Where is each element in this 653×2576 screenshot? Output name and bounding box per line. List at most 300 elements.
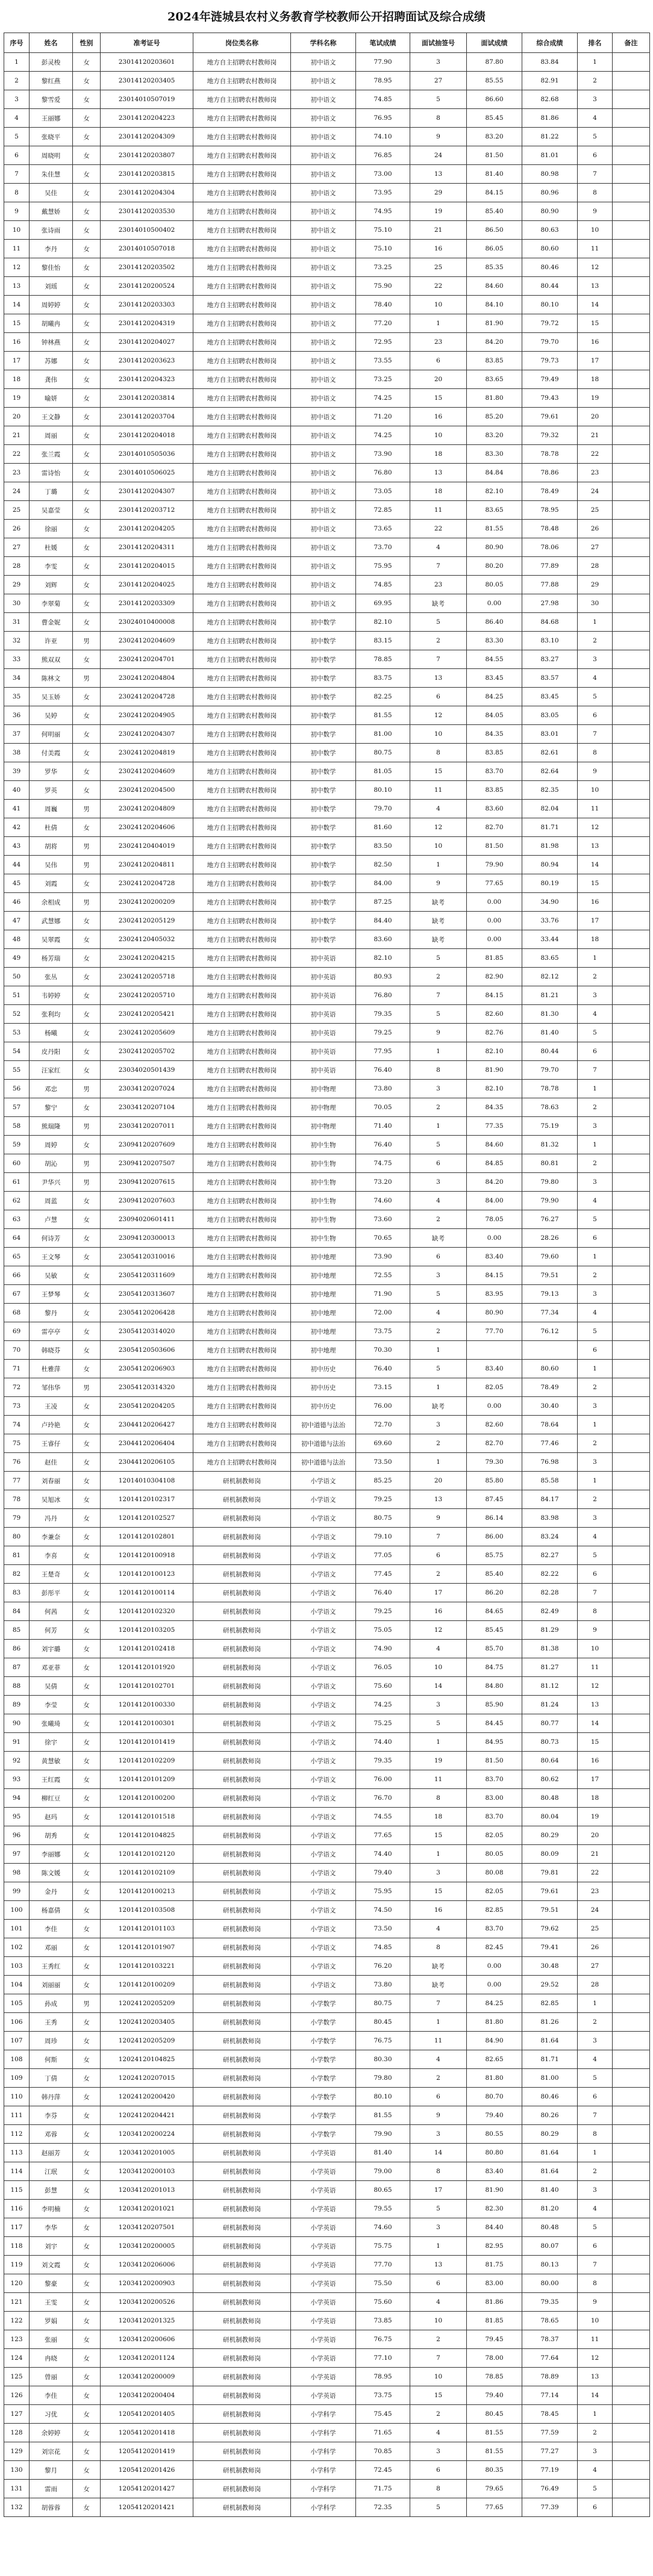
cell-rank: 13: [578, 2368, 613, 2386]
table-row: [4, 352, 650, 370]
cell-written-score: 73.25: [356, 258, 410, 277]
cell-total-score: 80.13: [522, 2256, 578, 2274]
cell-remark: [613, 2368, 650, 2386]
cell-rank: 2: [578, 1434, 613, 1453]
cell-interview-score: 82.85: [467, 1901, 522, 1920]
cell-rank: 3: [578, 1285, 613, 1304]
cell-total-score: 82.28: [522, 1584, 578, 1602]
cell-name: 黎豪: [30, 2274, 73, 2293]
cell-total-score: 80.96: [522, 184, 578, 202]
cell-seq: 63: [4, 1210, 30, 1229]
cell-ticket-no: 23024010400008: [101, 613, 193, 632]
cell-ticket-no: 23094020601411: [101, 1210, 193, 1229]
cell-subject: 初中数学: [291, 893, 356, 912]
cell-ticket-no: 12034120200903: [101, 2274, 193, 2293]
cell-subject: 初中物理: [291, 1117, 356, 1136]
cell-rank: 14: [578, 1714, 613, 1733]
cell-seq: 96: [4, 1826, 30, 1845]
cell-remark: [613, 2293, 650, 2312]
cell-remark: [613, 688, 650, 706]
cell-name: 赵佳: [30, 1453, 73, 1472]
cell-gender: 女: [73, 781, 101, 800]
cell-draw-no: 7: [410, 1994, 467, 2013]
table-row: [4, 90, 650, 109]
cell-remark: [613, 1789, 650, 1808]
cell-draw-no: 8: [410, 744, 467, 762]
cell-total-score: 80.46: [522, 2088, 578, 2106]
cell-total-score: 78.78: [522, 1080, 578, 1098]
cell-rank: 7: [578, 1584, 613, 1602]
cell-name: 周珍: [30, 2032, 73, 2050]
cell-interview-score: 0.00: [467, 1229, 522, 1248]
cell-ticket-no: 23054120311609: [101, 1266, 193, 1285]
cell-written-score: 76.40: [356, 1360, 410, 1378]
cell-name: 李丹: [30, 240, 73, 258]
cell-seq: 76: [4, 1453, 30, 1472]
cell-seq: 114: [4, 2162, 30, 2181]
table-row: [4, 1565, 650, 1584]
column-header: 学科名称: [291, 33, 356, 53]
cell-rank: 18: [578, 370, 613, 389]
cell-name: 吴婷: [30, 706, 73, 725]
cell-interview-score: 82.10: [467, 1042, 522, 1061]
cell-remark: [613, 352, 650, 370]
cell-draw-no: 3: [410, 1696, 467, 1714]
table-row: [4, 1024, 650, 1042]
cell-post-name: 研机制教师岗: [193, 2349, 291, 2368]
cell-remark: [613, 1378, 650, 1397]
cell-subject: 初中生物: [291, 1136, 356, 1154]
table-row: [4, 184, 650, 202]
cell-remark: [613, 1210, 650, 1229]
column-header: 综合成绩: [522, 33, 578, 53]
cell-rank: 21: [578, 426, 613, 445]
cell-post-name: 地方自主招聘农村教师岗: [193, 258, 291, 277]
cell-rank: 2: [578, 1266, 613, 1285]
cell-subject: 小学科学: [291, 2461, 356, 2480]
table-row: [4, 464, 650, 482]
cell-draw-no: 缺考: [410, 1397, 467, 1416]
cell-name: 曾丽: [30, 2368, 73, 2386]
cell-ticket-no: 23024120205129: [101, 912, 193, 930]
cell-total-score: 77.34: [522, 1304, 578, 1322]
table-row: [4, 1658, 650, 1677]
cell-written-score: 80.75: [356, 744, 410, 762]
cell-rank: 28: [578, 557, 613, 576]
cell-total-score: 79.90: [522, 1192, 578, 1210]
cell-gender: 女: [73, 2480, 101, 2498]
table-row: [4, 1154, 650, 1173]
table-row: [4, 1453, 650, 1472]
cell-rank: 8: [578, 184, 613, 202]
cell-rank: 9: [578, 202, 613, 221]
cell-written-score: 74.40: [356, 1733, 410, 1752]
cell-draw-no: 1: [410, 1453, 467, 1472]
cell-ticket-no: 23024120205609: [101, 1024, 193, 1042]
cell-total-score: 80.98: [522, 165, 578, 184]
cell-gender: 女: [73, 1658, 101, 1677]
cell-written-score: 71.90: [356, 1285, 410, 1304]
cell-gender: 女: [73, 2312, 101, 2330]
cell-rank: 4: [578, 1005, 613, 1024]
cell-total-score: 82.85: [522, 1994, 578, 2013]
cell-gender: 女: [73, 1061, 101, 1080]
cell-total-score: 81.27: [522, 1658, 578, 1677]
cell-rank: 3: [578, 1509, 613, 1528]
cell-seq: 50: [4, 968, 30, 986]
cell-ticket-no: 23044120206105: [101, 1453, 193, 1472]
cell-name: 韩丹萍: [30, 2088, 73, 2106]
cell-subject: 初中数学: [291, 912, 356, 930]
cell-remark: [613, 165, 650, 184]
cell-remark: [613, 1602, 650, 1621]
cell-written-score: 71.20: [356, 408, 410, 426]
cell-total-score: 81.40: [522, 2181, 578, 2200]
cell-written-score: 73.70: [356, 538, 410, 557]
cell-gender: 女: [73, 557, 101, 576]
cell-draw-no: 18: [410, 445, 467, 464]
cell-post-name: 地方自主招聘农村教师岗: [193, 818, 291, 837]
cell-remark: [613, 1640, 650, 1658]
cell-remark: [613, 650, 650, 669]
cell-draw-no: 5: [410, 1005, 467, 1024]
cell-ticket-no: 23014120204323: [101, 370, 193, 389]
cell-name: 胡曦冉: [30, 314, 73, 333]
cell-ticket-no: 23014120203303: [101, 296, 193, 314]
cell-name: 曹金妮: [30, 613, 73, 632]
cell-total-score: 80.19: [522, 874, 578, 893]
cell-interview-score: 85.90: [467, 1696, 522, 1714]
cell-seq: 97: [4, 1845, 30, 1864]
table-row: [4, 538, 650, 557]
table-row: [4, 501, 650, 520]
table-row: [4, 725, 650, 744]
cell-gender: 女: [73, 146, 101, 165]
cell-interview-score: 79.90: [467, 856, 522, 874]
cell-rank: 6: [578, 146, 613, 165]
cell-ticket-no: 23014120204304: [101, 184, 193, 202]
cell-written-score: 76.00: [356, 1397, 410, 1416]
cell-ticket-no: 12014120100123: [101, 1565, 193, 1584]
cell-ticket-no: 12014120102120: [101, 1845, 193, 1864]
cell-interview-score: 83.95: [467, 1285, 522, 1304]
cell-rank: 24: [578, 1901, 613, 1920]
cell-remark: [613, 445, 650, 464]
cell-ticket-no: 23054120206428: [101, 1304, 193, 1322]
cell-seq: 126: [4, 2386, 30, 2405]
cell-total-score: 80.63: [522, 221, 578, 240]
cell-rank: 10: [578, 781, 613, 800]
cell-total-score: 78.06: [522, 538, 578, 557]
cell-post-name: 研机制教师岗: [193, 1677, 291, 1696]
cell-subject: 初中物理: [291, 1098, 356, 1117]
cell-total-score: 80.00: [522, 2274, 578, 2293]
cell-total-score: 79.61: [522, 1882, 578, 1901]
cell-total-score: 80.64: [522, 1752, 578, 1770]
cell-rank: 21: [578, 1845, 613, 1864]
cell-draw-no: 8: [410, 1938, 467, 1957]
cell-subject: 初中语文: [291, 202, 356, 221]
cell-draw-no: 3: [410, 1864, 467, 1882]
cell-draw-no: 27: [410, 72, 467, 90]
cell-interview-score: 79.65: [467, 2480, 522, 2498]
cell-name: 刘宗花: [30, 2442, 73, 2461]
cell-subject: 初中英语: [291, 968, 356, 986]
table-row: [4, 445, 650, 464]
cell-name: 刘辉: [30, 576, 73, 594]
cell-remark: [613, 968, 650, 986]
cell-written-score: 73.90: [356, 445, 410, 464]
cell-written-score: 79.90: [356, 2125, 410, 2144]
cell-post-name: 地方自主招聘农村教师岗: [193, 837, 291, 856]
cell-remark: [613, 2106, 650, 2125]
cell-post-name: 地方自主招聘农村教师岗: [193, 202, 291, 221]
cell-draw-no: 5: [410, 1360, 467, 1378]
cell-interview-score: 84.65: [467, 1602, 522, 1621]
cell-name: 周巍: [30, 800, 73, 818]
cell-interview-score: 79.30: [467, 1453, 522, 1472]
cell-seq: 49: [4, 949, 30, 968]
cell-interview-score: 85.40: [467, 202, 522, 221]
cell-subject: 小学英语: [291, 2368, 356, 2386]
cell-ticket-no: 23044120206427: [101, 1416, 193, 1434]
table-row: [4, 1229, 650, 1248]
cell-total-score: 81.38: [522, 1640, 578, 1658]
cell-remark: [613, 1733, 650, 1752]
table-row: [4, 2218, 650, 2237]
cell-ticket-no: 23024120205710: [101, 986, 193, 1005]
cell-gender: 女: [73, 1453, 101, 1472]
cell-rank: 6: [578, 2237, 613, 2256]
cell-interview-score: 82.90: [467, 968, 522, 986]
cell-seq: 47: [4, 912, 30, 930]
cell-rank: 15: [578, 314, 613, 333]
cell-written-score: 76.20: [356, 1957, 410, 1976]
cell-written-score: 73.75: [356, 1322, 410, 1341]
cell-remark: [613, 1005, 650, 1024]
cell-remark: [613, 706, 650, 725]
cell-seq: 125: [4, 2368, 30, 2386]
cell-remark: [613, 949, 650, 968]
cell-gender: 女: [73, 1136, 101, 1154]
cell-interview-score: 83.85: [467, 744, 522, 762]
table-row: [4, 1714, 650, 1733]
cell-name: 赵玛: [30, 1808, 73, 1826]
cell-interview-score: 86.50: [467, 221, 522, 240]
cell-post-name: 地方自主招聘农村教师岗: [193, 445, 291, 464]
cell-draw-no: 2: [410, 1098, 467, 1117]
cell-interview-score: 82.60: [467, 1005, 522, 1024]
cell-gender: 女: [73, 986, 101, 1005]
cell-draw-no: 2: [410, 1322, 467, 1341]
cell-name: 李佳: [30, 2386, 73, 2405]
cell-remark: [613, 800, 650, 818]
cell-written-score: 69.60: [356, 1434, 410, 1453]
cell-post-name: 研机制教师岗: [193, 1994, 291, 2013]
table-row: [4, 1509, 650, 1528]
cell-interview-score: 81.50: [467, 146, 522, 165]
cell-remark: [613, 1360, 650, 1378]
cell-name: 王雯: [30, 2293, 73, 2312]
table-row: [4, 2368, 650, 2386]
cell-remark: [613, 1248, 650, 1266]
cell-post-name: 地方自主招聘农村教师岗: [193, 184, 291, 202]
cell-subject: 小学语文: [291, 1976, 356, 1994]
cell-ticket-no: 12024120207015: [101, 2069, 193, 2088]
cell-subject: 初中数学: [291, 725, 356, 744]
cell-written-score: 79.80: [356, 2069, 410, 2088]
cell-gender: 女: [73, 165, 101, 184]
cell-ticket-no: 23014120203807: [101, 146, 193, 165]
cell-gender: 女: [73, 1546, 101, 1565]
cell-total-score: 83.27: [522, 650, 578, 669]
cell-rank: 2: [578, 72, 613, 90]
cell-rank: 3: [578, 2032, 613, 2050]
cell-draw-no: 4: [410, 2293, 467, 2312]
cell-gender: 女: [73, 1621, 101, 1640]
cell-seq: 72: [4, 1378, 30, 1397]
cell-seq: 4: [4, 109, 30, 128]
cell-draw-no: 缺考: [410, 1976, 467, 1994]
cell-remark: [613, 1752, 650, 1770]
cell-written-score: 79.25: [356, 1024, 410, 1042]
cell-remark: [613, 1024, 650, 1042]
cell-total-score: 75.19: [522, 1117, 578, 1136]
cell-post-name: 地方自主招聘农村教师岗: [193, 389, 291, 408]
cell-rank: 17: [578, 352, 613, 370]
cell-total-score: 79.70: [522, 1061, 578, 1080]
cell-gender: 女: [73, 1416, 101, 1434]
cell-ticket-no: 12034120201005: [101, 2144, 193, 2162]
cell-gender: 女: [73, 2218, 101, 2237]
cell-subject: 初中语文: [291, 464, 356, 482]
cell-gender: 女: [73, 2424, 101, 2442]
cell-subject: 初中数学: [291, 856, 356, 874]
cell-name: 孙成: [30, 1994, 73, 2013]
cell-seq: 55: [4, 1061, 30, 1080]
cell-written-score: 83.75: [356, 669, 410, 688]
cell-interview-score: 81.55: [467, 2442, 522, 2461]
cell-remark: [613, 1098, 650, 1117]
cell-subject: 小学语文: [291, 1920, 356, 1938]
cell-interview-score: 80.05: [467, 576, 522, 594]
cell-draw-no: 16: [410, 1602, 467, 1621]
cell-draw-no: 15: [410, 1882, 467, 1901]
cell-name: 张晓平: [30, 128, 73, 146]
cell-gender: 女: [73, 613, 101, 632]
cell-interview-score: 81.50: [467, 1752, 522, 1770]
cell-total-score: 83.98: [522, 1509, 578, 1528]
cell-interview-score: 82.70: [467, 1434, 522, 1453]
cell-rank: 8: [578, 1602, 613, 1621]
cell-post-name: 地方自主招聘农村教师岗: [193, 1285, 291, 1304]
cell-post-name: 地方自主招聘农村教师岗: [193, 352, 291, 370]
cell-seq: 84: [4, 1602, 30, 1621]
cell-total-score: 78.86: [522, 464, 578, 482]
table-row: [4, 762, 650, 781]
cell-seq: 73: [4, 1397, 30, 1416]
cell-gender: 女: [73, 221, 101, 240]
cell-remark: [613, 818, 650, 837]
cell-ticket-no: 23014010506025: [101, 464, 193, 482]
cell-ticket-no: 12034120201325: [101, 2312, 193, 2330]
table-row: [4, 1640, 650, 1658]
cell-seq: 36: [4, 706, 30, 725]
cell-remark: [613, 2274, 650, 2293]
cell-post-name: 地方自主招聘农村教师岗: [193, 893, 291, 912]
cell-rank: 5: [578, 2480, 613, 2498]
cell-gender: 女: [73, 1565, 101, 1584]
cell-subject: 初中语文: [291, 184, 356, 202]
cell-post-name: 研机制教师岗: [193, 2088, 291, 2106]
cell-remark: [613, 1136, 650, 1154]
cell-gender: 女: [73, 688, 101, 706]
cell-rank: 6: [578, 706, 613, 725]
cell-subject: 小学语文: [291, 1864, 356, 1882]
table-row: [4, 1210, 650, 1229]
cell-gender: 女: [73, 1360, 101, 1378]
table-row: [4, 818, 650, 837]
cell-subject: 初中数学: [291, 706, 356, 725]
cell-gender: 女: [73, 2181, 101, 2200]
cell-gender: 男: [73, 837, 101, 856]
cell-name: 罗英: [30, 781, 73, 800]
cell-gender: 女: [73, 277, 101, 296]
cell-rank: 7: [578, 2106, 613, 2125]
cell-written-score: 71.40: [356, 1117, 410, 1136]
cell-written-score: 73.75: [356, 2386, 410, 2405]
cell-written-score: 80.65: [356, 2181, 410, 2200]
cell-draw-no: 3: [410, 2218, 467, 2237]
cell-rank: 28: [578, 1976, 613, 1994]
cell-interview-score: 84.45: [467, 1714, 522, 1733]
cell-draw-no: 2: [410, 1565, 467, 1584]
cell-written-score: 79.55: [356, 2200, 410, 2218]
cell-interview-score: 83.00: [467, 2274, 522, 2293]
cell-total-score: 80.29: [522, 2125, 578, 2144]
table-row: [4, 1546, 650, 1565]
column-header: 笔试成绩: [356, 33, 410, 53]
cell-post-name: 研机制教师岗: [193, 2237, 291, 2256]
cell-remark: [613, 1042, 650, 1061]
cell-gender: 女: [73, 53, 101, 72]
cell-written-score: 79.25: [356, 1602, 410, 1621]
table-row: [4, 1080, 650, 1098]
cell-seq: 6: [4, 146, 30, 165]
cell-interview-score: 84.25: [467, 1994, 522, 2013]
cell-gender: 女: [73, 2106, 101, 2125]
cell-subject: 初中语文: [291, 501, 356, 520]
cell-remark: [613, 2181, 650, 2200]
cell-total-score: 81.64: [522, 2032, 578, 2050]
cell-ticket-no: 23054120310016: [101, 1248, 193, 1266]
cell-seq: 2: [4, 72, 30, 90]
cell-subject: 初中物理: [291, 1080, 356, 1098]
cell-seq: 68: [4, 1304, 30, 1322]
table-row: [4, 800, 650, 818]
table-row: [4, 2480, 650, 2498]
cell-name: 戴慧娇: [30, 202, 73, 221]
cell-ticket-no: 23014120203815: [101, 165, 193, 184]
cell-interview-score: 81.90: [467, 2181, 522, 2200]
cell-draw-no: 8: [410, 1061, 467, 1080]
cell-interview-score: 77.65: [467, 2498, 522, 2517]
cell-written-score: 73.00: [356, 165, 410, 184]
cell-total-score: 80.48: [522, 2218, 578, 2237]
cell-draw-no: 8: [410, 109, 467, 128]
cell-draw-no: 20: [410, 370, 467, 389]
cell-gender: 女: [73, 2442, 101, 2461]
